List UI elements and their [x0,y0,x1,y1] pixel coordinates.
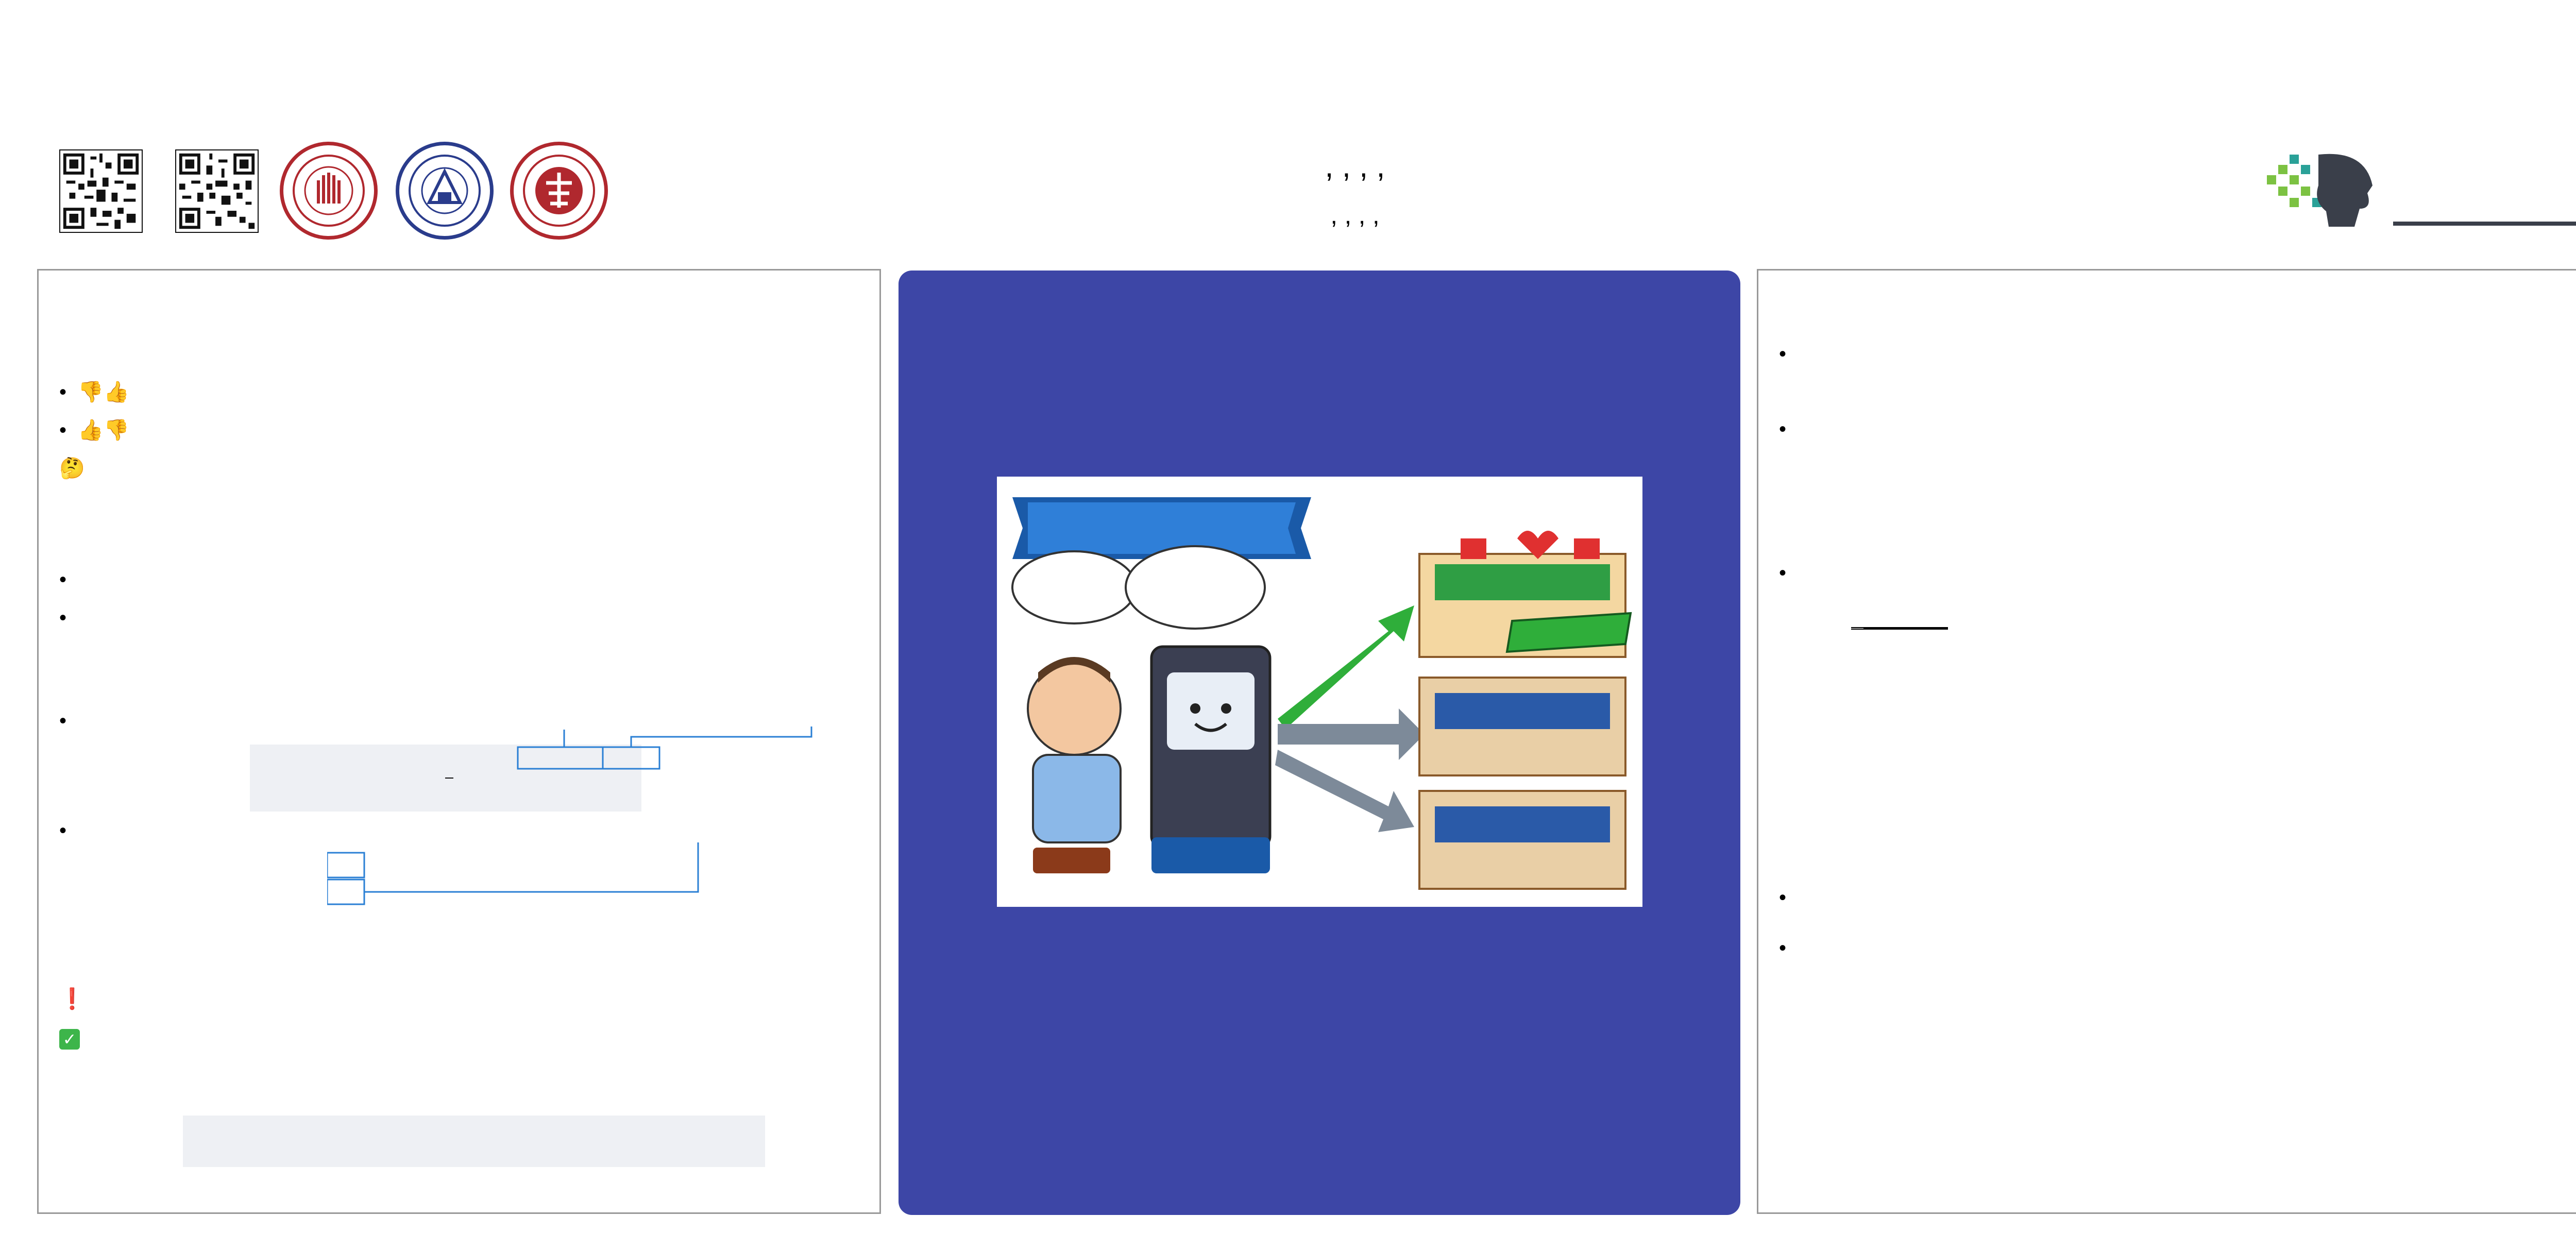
check-box-icon: ✓ [59,1029,80,1050]
exp-bullet-3: • [1779,937,1798,959]
thumbs-up-icon: 👍 [78,419,104,442]
iclr-logo [2262,144,2576,232]
routing-illustration [997,477,1642,907]
eq-numerator [445,778,453,779]
metric-new: • [1779,343,1798,365]
challenge-question [59,456,96,480]
logo-underline [2393,222,2576,226]
thumbs-down-icon: 👎 [78,381,104,403]
el-item-1 [59,987,96,1011]
bullet-feature: • [59,819,78,842]
table-header-setting [1905,629,1919,630]
table-header-method [1851,628,1863,629]
illustration-art [997,477,1642,907]
qr-code-icon [175,149,259,233]
annotation-connector [482,727,842,783]
exp-bullet-2: • [1779,886,1798,909]
eq-fraction [445,778,453,779]
bullet-client-routing: • [59,568,78,591]
bullet-globalization: • 👎👍 [59,381,129,403]
middle-panel [899,271,1740,1215]
right-panel [1757,269,2576,1214]
sep: , [1325,149,1342,183]
bullet-personalization: • 👍👎 [59,419,129,442]
author-list [592,148,2117,184]
seal-icon [290,152,367,229]
chart-legend [1887,1177,2557,1208]
brain-pixel-icon [2262,144,2385,232]
thumbs-down-icon: 👎 [104,419,129,442]
exclamation-icon: ❗ [59,988,85,1010]
table-header-setting [1919,629,1934,630]
bullet-sample-classification: • [59,606,78,629]
qr-code-link[interactable] [175,149,259,235]
qr-paper[interactable] [59,149,143,235]
el-item-2 [59,1024,86,1050]
university-seal-logo [396,142,494,240]
annotation-connector [327,842,719,909]
qr-code-icon [59,149,143,233]
sep: , [1376,149,1385,183]
thinking-face-icon: 🤔 [59,457,85,480]
results-charts [1836,1002,2557,1172]
seal-icon [520,152,598,229]
affiliations: , , , , [1330,201,1380,229]
table-header-setting [1876,629,1890,630]
left-panel [37,269,881,1214]
table-header-setting [1934,629,1948,630]
bullet-predictive: • [59,710,78,732]
sep: , [1359,149,1377,183]
results-table [1851,627,1948,630]
thumbs-up-icon: 👍 [104,381,129,403]
equation-objective [183,1116,765,1167]
seal-icon [406,152,483,229]
sep: , [1342,149,1360,183]
university-seal-logo [280,142,378,240]
exp-bullet-1: • [1779,562,1798,584]
table-header-setting [1863,629,1876,630]
table-header-setting [1890,629,1905,630]
metric-classical: • [1779,418,1798,441]
